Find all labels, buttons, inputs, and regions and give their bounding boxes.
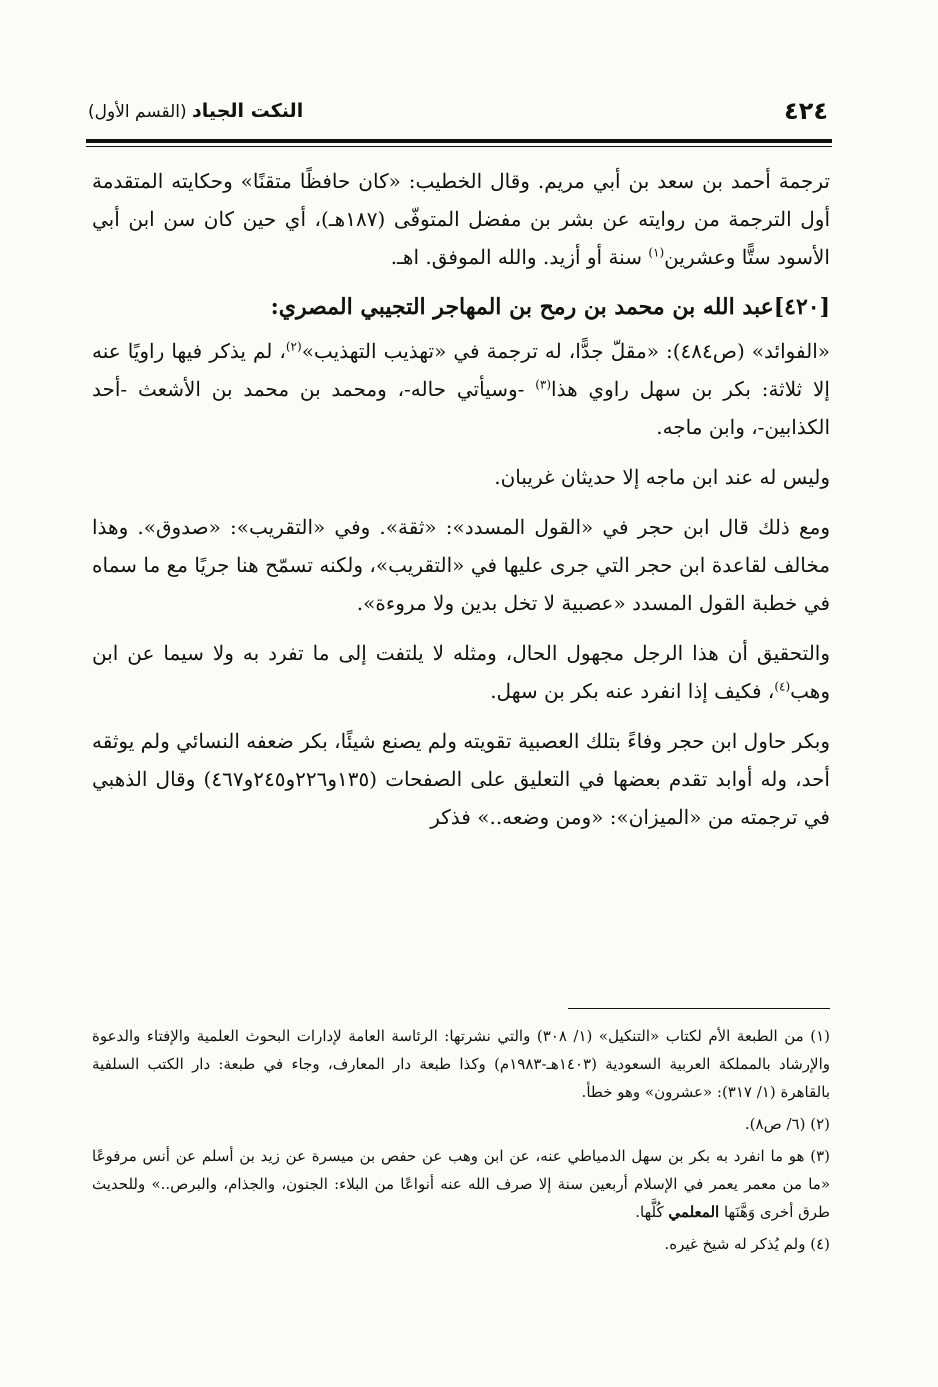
footnotes xyxy=(92,1022,830,1262)
footnote-ref-3: (٣) xyxy=(535,377,552,392)
paragraph-5-text: والتحقيق أن هذا الرجل مجهول الحال، ومثله لا يلتفت إلى ما تفرد به ولا سيما عن ابن وهب xyxy=(92,641,830,703)
footnote-3-text: (٣) هو ما انفرد به بكر بن سهل الدمياطي عنه، عن ابن وهب عن حفص بن ميسرة عن زيد بن أسلم عن أنس مرفوعًا «ما من معمر يعمر في الإسلام أربعين سنة إلا صرف الله عنه أنواعًا من البلاء: الجنون، والجذام، والبرص..» وللحديث طرق أخرى وَهَّنَها xyxy=(92,1147,830,1221)
footnote-separator xyxy=(568,1008,830,1009)
page-header xyxy=(88,96,828,130)
paragraph-1-tail: سنة أو أزيد. والله الموفق. اهـ. xyxy=(390,245,649,269)
footnote-3-tail: كُلَّها. xyxy=(635,1203,669,1221)
footnote-ref-4: (٤) xyxy=(774,679,791,694)
paragraph-5-tail: ، فكيف إذا انفرد عنه بكر بن سهل. xyxy=(490,679,775,703)
book-section: (القسم الأول) xyxy=(88,102,187,122)
paragraph-2-text-a: «الفوائد» (ص٤٨٤): «مقلّ جدًّا، له ترجمة في «تهذيب التهذيب» xyxy=(301,339,830,363)
paragraph-6: وبكر حاول ابن حجر وفاءً بتلك العصبية تقويته ولم يصنع شيئًا، بكر ضعفه النسائي ولم يوثقه أحد، وله أوابد تقدم بعضها في التعليق على الصفحات (١٣٥و٢٢٦و٢٤٥و٤٦٧) وقال الذهبي في ترجمته من «الميزان»: «ومن وضعه..» فذكر xyxy=(92,729,830,829)
main-text xyxy=(92,162,830,848)
footnote-2: (٢) (٦/ ص٨). xyxy=(744,1115,830,1133)
paragraph-2-text-c: -وسيأتي حاله-، ومحمد بن محمد بن الأشعث -أحد الكذابين-، وابن ماجه. xyxy=(92,377,830,439)
page-number: ٤٢٤ xyxy=(784,97,828,125)
header-rule-thin xyxy=(86,146,832,147)
paragraph-1 xyxy=(92,162,830,276)
paragraph-5 xyxy=(92,634,830,710)
running-title xyxy=(88,98,303,125)
footnote-3 xyxy=(92,1142,830,1226)
footnote-ref-2: (٢) xyxy=(285,339,302,354)
paragraph-3: وليس له عند ابن ماجه إلا حديثان غريبان. xyxy=(494,465,830,489)
footnote-4: (٤) ولم يُذكر له شيخ غيره. xyxy=(664,1235,830,1253)
paragraph-2-text-b: ، لم يذكر فيها راويًا عنه إلا ثلاثة: بكر بن سهل راوي هذا xyxy=(92,339,830,401)
paragraph-4: ومع ذلك قال ابن حجر في «القول المسدد»: «ثقة». وفي «التقريب»: «صدوق». وهذا مخالف لقاعدة ابن حجر التي جرى عليها في «التقريب»، ولكنه تسمّح هنا جريًا مع ما سماه في خطبة القول المسدد «عصبية لا تخل بدين ولا مروءة». xyxy=(92,515,830,615)
footnote-1: (١) من الطبعة الأم لكتاب «التنكيل» (١/ ٣٠٨) والتي نشرتها: الرئاسة العامة لإدارات البحوث العلمية والإفتاء والدعوة والإرشاد بالمملكة العربية السعودية (١٤٠٣هـ-١٩٨٣م) وكذا طبعة دار المعارف، وجاء في طبعة: دار الكتب السلفية بالقاهرة (١/ ٣١٧): «عشرون» وهو خطأ. xyxy=(92,1027,830,1101)
paragraph-1-text: ترجمة أحمد بن سعد بن أبي مريم. وقال الخطيب: «كان حافظًا متقنًا» وحكايته المتقدمة أول الترجمة من روايته عن بشر بن مفضل المتوفّى (١٨٧هـ)، أي حين كان سن ابن أبي الأسود ستًّا وعشرين xyxy=(92,169,830,269)
footnote-3-bold: المعلمي xyxy=(668,1203,720,1221)
footnote-ref-1: (١) xyxy=(648,245,665,260)
entry-heading: [٤٢٠]عبد الله بن محمد بن رمح بن المهاجر التجيبي المصري: xyxy=(270,294,830,320)
book-title: النكت الجياد xyxy=(192,100,304,122)
paragraph-2 xyxy=(92,332,830,446)
header-rule-thick xyxy=(86,139,832,143)
